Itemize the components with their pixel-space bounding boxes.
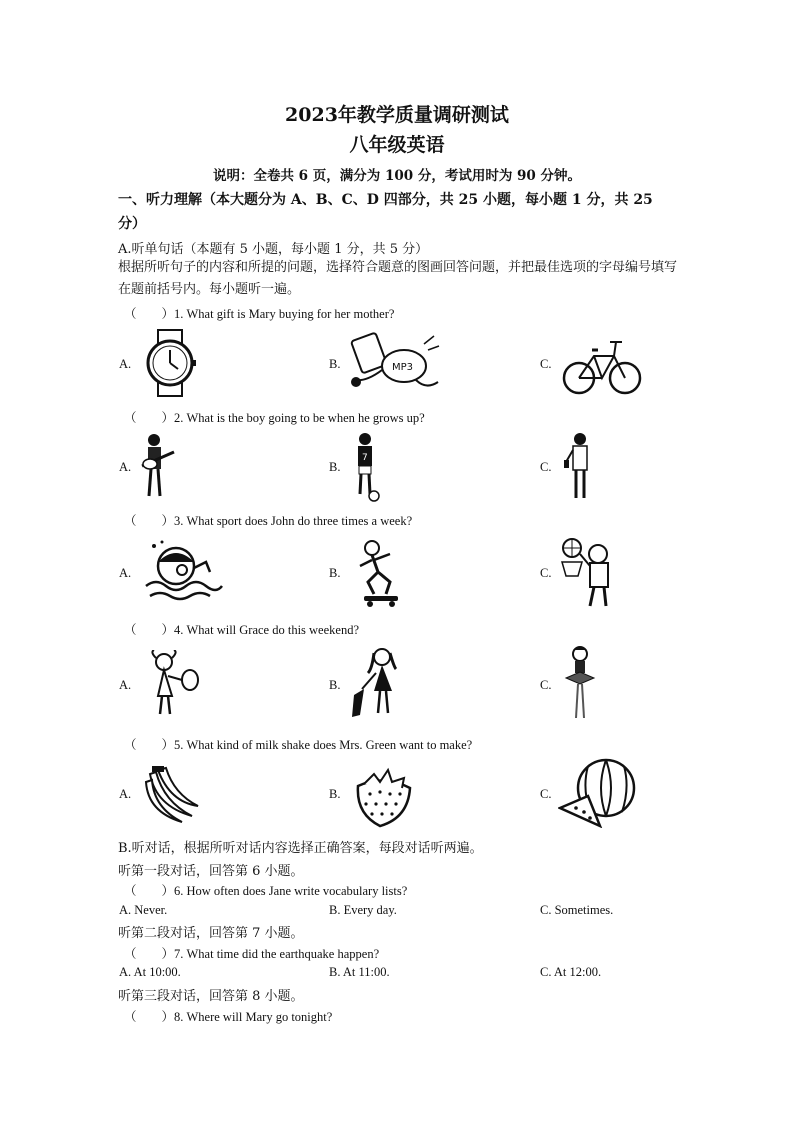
option-letter: A.	[119, 678, 132, 692]
banana-icon	[144, 766, 202, 824]
strawberry-icon	[350, 764, 416, 830]
svg-text:7: 7	[362, 453, 368, 463]
question-5: （ ）5. What kind of milk shake does Mrs. Green want to make?	[124, 738, 473, 752]
exam-title: 2023年教学质量调研测试	[285, 104, 509, 126]
exam-subtitle: 八年级英语	[349, 134, 445, 156]
svg-text:MP3: MP3	[392, 362, 414, 373]
basketball-player-icon	[560, 536, 618, 612]
watermelon-icon	[558, 756, 638, 828]
option-letter: B.	[329, 357, 341, 371]
option-letter: B.	[329, 566, 341, 580]
swimmer-icon	[144, 538, 224, 604]
option-letter: C.	[540, 566, 552, 580]
exam-note: 说明：全卷共 6 页，满分为 100 分，考试用时为 90 分钟。	[212, 168, 582, 184]
dialog-1-instruction: 听第一段对话，回答第 6 小题。	[118, 864, 304, 879]
question-2: （ ）2. What is the boy going to be when he grows up?	[124, 411, 425, 425]
part-b-heading: B.听对话，根据所听对话内容选择正确答案，每段对话听两遍。	[118, 841, 483, 856]
q6-option-c: C. Sometimes.	[540, 903, 614, 917]
mp3-player-icon	[346, 330, 441, 395]
option-letter: C.	[540, 460, 552, 474]
part-a-heading: A.听单句话（本题有 5 小题，每小题 1 分，共 5 分）	[118, 242, 429, 257]
option-letter: A.	[119, 357, 132, 371]
painting-girl-icon	[350, 645, 406, 725]
section-heading: 一、听力理解（本大题分为 A、B、C、D 四部分，共 25 小题，每小题 1 分，共 25 分）	[118, 192, 653, 232]
part-a-instructions: 根据所听句子的内容和所提的问题，选择符合题意的图画回答问题，并把最佳选项的字母编号填写在题前括号内。每小题听一遍。	[118, 260, 678, 297]
question-8: （ ）8. Where will Mary go tonight?	[124, 1010, 333, 1024]
soccer-player-icon	[350, 432, 380, 502]
option-letter: B.	[329, 460, 341, 474]
guitarist-icon	[138, 432, 178, 500]
dialog-2-instruction: 听第二段对话，回答第 7 小题。	[118, 926, 304, 941]
option-letter: C.	[540, 787, 552, 801]
scientist-icon	[564, 432, 596, 502]
option-letter: C.	[540, 678, 552, 692]
q7-option-b: B. At 11:00.	[329, 965, 390, 979]
dialog-3-instruction: 听第三段对话，回答第 8 小题。	[118, 989, 304, 1004]
question-3: （ ）3. What sport does John do three times a week?	[124, 514, 413, 528]
option-letter: B.	[329, 787, 341, 801]
option-letter: C.	[540, 357, 552, 371]
ballet-girl-icon	[562, 642, 598, 726]
question-4: （ ）4. What will Grace do this weekend?	[124, 623, 360, 637]
q6-option-a: A. Never.	[119, 903, 168, 917]
q7-option-c: C. At 12:00.	[540, 965, 602, 979]
watch-icon	[140, 328, 200, 398]
option-letter: A.	[119, 787, 132, 801]
option-letter: B.	[329, 678, 341, 692]
q7-option-a: A. At 10:00.	[119, 965, 181, 979]
question-7: （ ）7. What time did the earthquake happen?	[124, 947, 380, 961]
question-6: （ ）6. How often does Jane write vocabulary lists?	[124, 884, 408, 898]
option-letter: A.	[119, 566, 132, 580]
bicycle-icon	[562, 332, 642, 398]
q6-option-b: B. Every day.	[329, 903, 397, 917]
tennis-girl-icon	[146, 650, 202, 722]
skateboarder-icon	[354, 538, 406, 610]
option-letter: A.	[119, 460, 132, 474]
question-1: （ ）1. What gift is Mary buying for her mother?	[124, 307, 395, 321]
